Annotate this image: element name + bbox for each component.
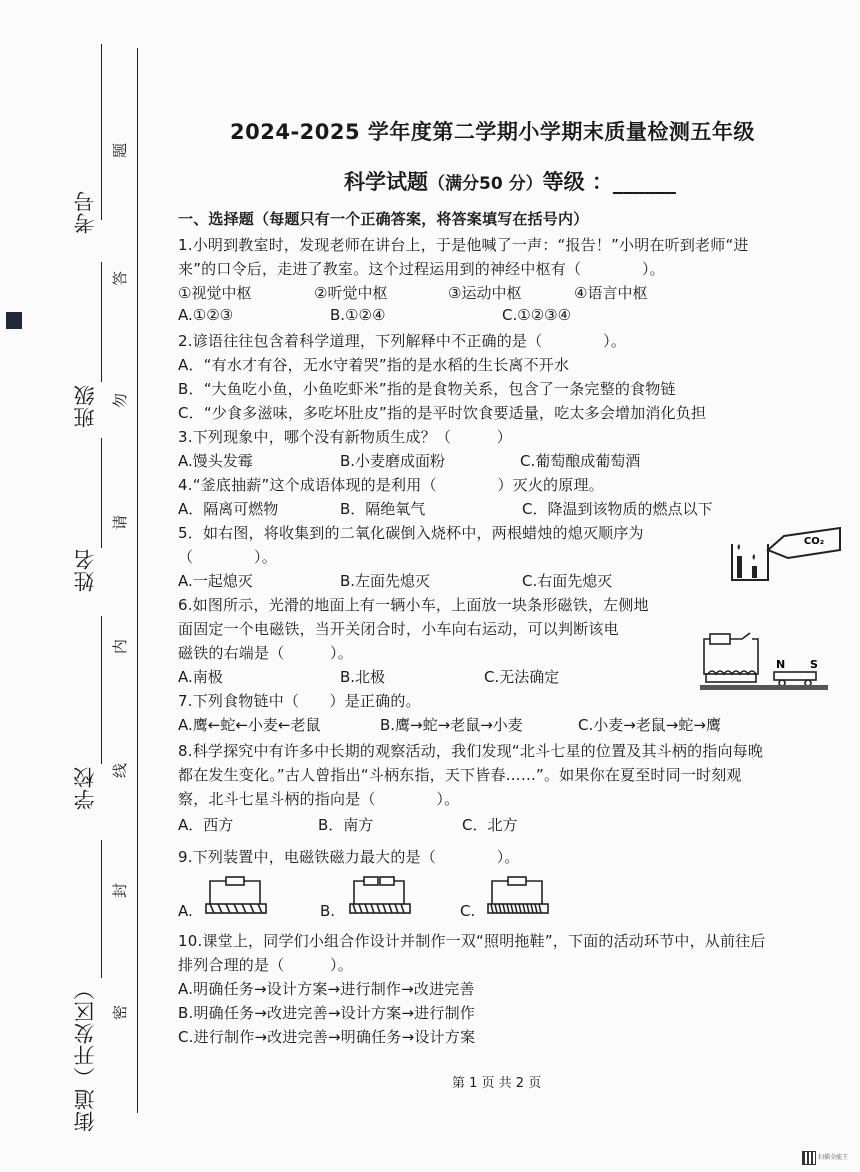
q10-line1: 10.课堂上，同学们小组合作设计并制作一双“照明拖鞋”，下面的活动环节中，从前往后 [178, 932, 766, 950]
q4-option: B．隔绝氧气 [340, 500, 426, 518]
page-number: 第 1 页 共 2 页 [452, 1076, 542, 1091]
q9-option: B. [320, 902, 336, 920]
q1-option: C.①②③④ [502, 306, 572, 324]
q2-option-b: B．“大鱼吃小鱼，小鱼吃虾米”指的是食物关系，包含了一条完整的食物链 [178, 380, 676, 398]
exam-number-label: 考号 [73, 190, 97, 234]
q7-option: C.小麦→老鼠→蛇→鹰 [578, 716, 721, 734]
q3-stem: 3.下列现象中，哪个没有新物质生成？（ ） [178, 428, 512, 446]
seal-char: 勿 [111, 392, 130, 409]
subject-name: 科学试题 [344, 170, 428, 194]
q6-option: A.南极 [178, 668, 223, 686]
district-label: 街道（开发区） [73, 978, 97, 1132]
class-label: 班级 [73, 384, 97, 428]
exam-title: 2024-2025 学年度第二学期小学期末质量检测五年级 [230, 120, 755, 144]
q1-option: B.①②④ [330, 306, 386, 324]
scanner-logo [802, 1151, 854, 1165]
qr-code-icon [802, 1151, 816, 1165]
school-label: 学校 [73, 766, 97, 810]
q4-option: A．隔离可燃物 [178, 500, 279, 518]
scanner-logo-text: 扫描全能王 [818, 1154, 849, 1161]
q1-item: ②听觉中枢 [314, 284, 388, 302]
seal-char: 题 [111, 142, 130, 159]
seal-char: 封 [111, 882, 130, 899]
co2-label: CO₂ [803, 536, 825, 547]
q4-stem: 4.“釜底抽薪”这个成语体现的是利用（ ）灭火的原理。 [178, 476, 604, 494]
magnet-north-label: N [776, 658, 786, 671]
q8-line1: 8.科学探究中有许多中长期的观察活动，我们发现“北斗七星的位置及其斗柄的指向每晚 [178, 742, 764, 760]
co2-beaker-figure [728, 522, 844, 584]
seal-char: 线 [111, 762, 130, 779]
electromagnet-b-figure [348, 874, 414, 918]
exam-number-blank [101, 44, 102, 220]
q1-item: ①视觉中枢 [178, 284, 252, 302]
grade-field: 等级 ：______ [542, 170, 676, 194]
q3-option: C.葡萄酿成葡萄酒 [520, 452, 641, 470]
q8-option: A．西方 [178, 816, 234, 834]
q9-option: C. [460, 902, 476, 920]
q5-option: C.右面先熄灭 [522, 572, 613, 590]
q10-option-b: B.明确任务→改进完善→设计方案→进行制作 [178, 1004, 475, 1022]
scan-marker [6, 312, 22, 329]
q7-option: A.鹰←蛇←小麦←老鼠 [178, 716, 321, 734]
q6-line2: 面固定一个电磁铁，当开关闭合时，小车向右运动，可以判断该电 [178, 620, 619, 638]
q7-option: B.鹰→蛇→老鼠→小麦 [380, 716, 523, 734]
q6-line3: 磁铁的右端是（ ）。 [178, 644, 353, 662]
q1-item: ④语言中枢 [574, 284, 648, 302]
seal-char: 请 [111, 514, 130, 531]
seal-char: 内 [111, 638, 130, 655]
q8-line2: 都在发生变化。”古人曾指出“斗柄东指，天下皆春……”。如果你在夏至时同一时刻观 [178, 766, 742, 784]
seal-char: 答 [111, 270, 130, 287]
q3-option: A.馒头发霉 [178, 452, 253, 470]
electromagnet-cart-figure [700, 630, 832, 692]
exam-subtitle [344, 166, 676, 196]
q4-option: C．降温到该物质的燃点以下 [522, 500, 713, 518]
q8-option: C．北方 [462, 816, 518, 834]
q5-stem: 5．如右图，将收集到的二氧化碳倒入烧杯中，两根蜡烛的熄灭顺序为 [178, 524, 644, 542]
q9-stem: 9.下列装置中，电磁铁磁力最大的是（ ）。 [178, 848, 520, 866]
binding-line [137, 48, 138, 1113]
q1-line1: 1.小明到教室时，发现老师在讲台上，于是他喊了一声：“报告！”小明在听到老师“进 [178, 236, 749, 254]
q5-option: A.一起熄灭 [178, 572, 253, 590]
q5-stem-cont: （ ）。 [178, 548, 277, 566]
magnet-south-label: S [810, 658, 818, 671]
q2-option-c: C．“少食多滋味，多吃坏肚皮”指的是平时饮食要适量，吃太多会增加消化负担 [178, 404, 707, 422]
district-blank [101, 840, 102, 978]
q3-option: B.小麦磨成面粉 [340, 452, 446, 470]
q1-option: A.①②③ [178, 306, 234, 324]
name-label: 姓名 [73, 548, 97, 592]
q6-line1: 6.如图所示，光滑的地面上有一辆小车，上面放一块条形磁铁，左侧地 [178, 596, 649, 614]
q5-option: B.左面先熄灭 [340, 572, 431, 590]
electromagnet-c-figure [486, 874, 552, 918]
q10-option-c: C.进行制作→改进完善→明确任务→设计方案 [178, 1028, 476, 1046]
seal-char: 密 [111, 1004, 130, 1021]
section-heading: 一、选择题（每题只有一个正确答案，将答案填写在括号内） [178, 210, 589, 228]
q8-option: B．南方 [318, 816, 374, 834]
q6-option: B.北极 [340, 668, 386, 686]
q10-line2: 排列合理的是（ ）。 [178, 956, 353, 974]
class-blank [101, 262, 102, 382]
q2-stem: 2.谚语往往包含着科学道理，下列解释中不正确的是（ ）。 [178, 332, 627, 350]
q9-option: A. [178, 902, 193, 920]
q7-stem: 7.下列食物链中（ ）是正确的。 [178, 692, 421, 710]
school-blank [101, 616, 102, 764]
q6-option: C.无法确定 [484, 668, 560, 686]
full-score: （满分50 分） [428, 174, 543, 194]
q1-line2: 来”的口令后，走进了教室。这个过程运用到的神经中枢有（ ）。 [178, 260, 665, 278]
name-blank [101, 438, 102, 548]
q2-option-a: A．“有水才有谷，无水守着哭”指的是水稻的生长离不开水 [178, 356, 570, 374]
q10-option-a: A.明确任务→设计方案→进行制作→改进完善 [178, 980, 475, 998]
q1-item: ③运动中枢 [448, 284, 522, 302]
q8-line3: 察，北斗七星斗柄的指向是（ ）。 [178, 790, 460, 808]
electromagnet-a-figure [204, 874, 270, 918]
